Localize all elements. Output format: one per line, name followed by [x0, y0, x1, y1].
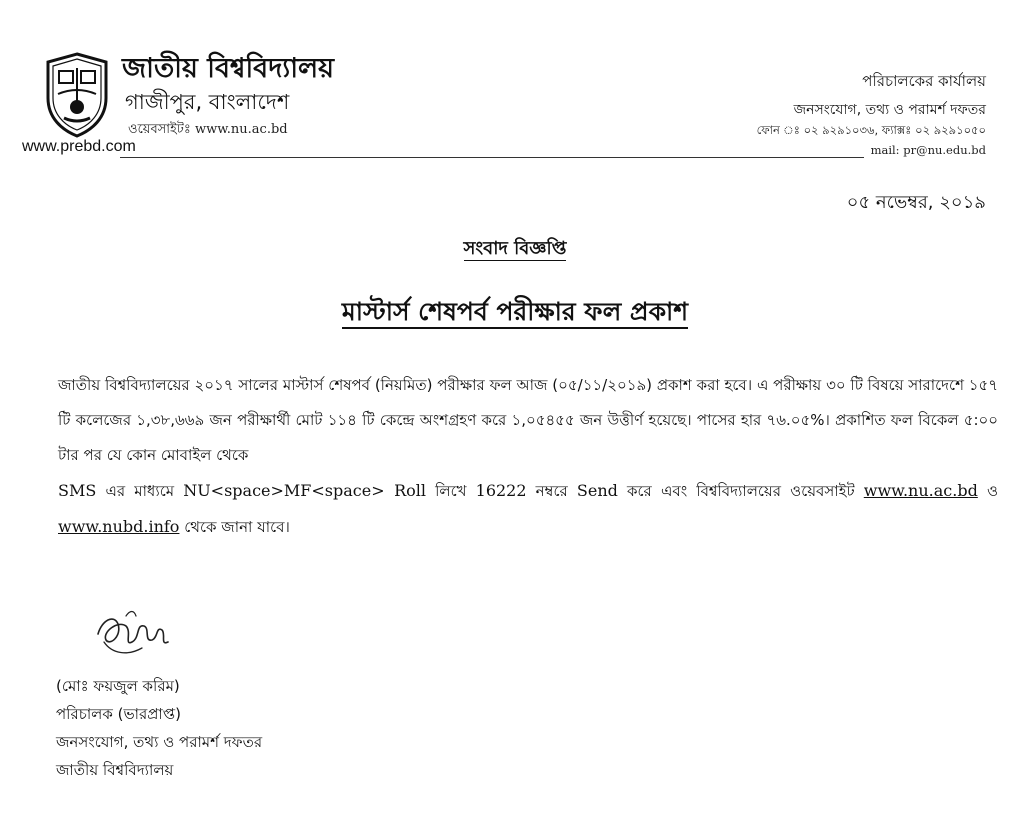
body-text-part5: করে এবং বিশ্ববিদ্যালয়ের ওয়েবসাইট: [617, 482, 864, 500]
website-link-nubd[interactable]: www.nubd.info: [58, 517, 180, 536]
sms-label: SMS: [58, 481, 97, 500]
signatory-name: (মোঃ ফয়জুল করিম): [56, 677, 180, 695]
body-text-part7: থেকে জানা যাবে।: [179, 518, 290, 536]
signatory-institution: জাতীয় বিশ্ববিদ্যালয়: [56, 761, 174, 779]
send-label: Send: [576, 481, 618, 500]
body-text-part4: নম্বরে: [526, 482, 577, 500]
document-date: ০৫ নভেম্বর, ২০১৯: [846, 192, 986, 213]
body-text-part1: জাতীয় বিশ্ববিদ্যালয়ের ২০১৭ সালের মাস্টার্স শেষপর্ব (নিয়মিত) পরীক্ষার ফল আজ (০৫/১১/২০১৯) প্রকাশ করা হবে। এ পরীক্ষায় ৩০ টি বিষয়ে সারাদেশে ১৫৭ টি কলেজের ১,৩৮,৬৬৯ জন পরীক্ষার্থী মোট ১১৪ টি কেন্দ্রে অংশগ্রহণ করে ১,০৫৪৫৫ জন উত্তীর্ণ হয়েছে। পাসের হার ৭৬.০৫%। প্রকাশিত ফল বিকেল ৫:০০ টার পর যে কোন মোবাইল থেকে: [58, 376, 998, 464]
university-name: জাতীয় বিশ্ববিদ্যালয়: [122, 53, 335, 84]
contact-phones: ফোন ঃ ০২ ৯২৯১০৩৬, ফ্যাক্সঃ ০২ ৯২৯১০৫০: [756, 123, 986, 137]
sms-format: NU<space>MF<space> Roll: [183, 481, 426, 500]
watermark-text: www.prebd.com: [22, 138, 136, 155]
signatory-department: জনসংযোগ, তথ্য ও পরামর্শ দফতর: [56, 733, 263, 751]
press-release-title: [0, 234, 1030, 265]
press-release-title-text: সংবাদ বিজ্ঞপ্তি: [463, 238, 567, 259]
university-location: গাজীপুর, বাংলাদেশ: [125, 90, 290, 114]
headline: [0, 292, 1030, 335]
office-department: জনসংযোগ, তথ্য ও পরামর্শ দফতর: [793, 102, 986, 118]
body-text-part6: ও: [977, 482, 999, 500]
header-divider: [120, 157, 864, 158]
signature-icon: [88, 596, 184, 666]
university-website: ওয়েবসাইটঃ www.nu.ac.bd: [128, 122, 288, 137]
body-text-part3: লিখে: [426, 482, 476, 500]
contact-email: mail: pr@nu.edu.bd: [870, 143, 986, 157]
body-paragraph: [58, 368, 998, 545]
signatory-title: পরিচালক (ভারপ্রাপ্ত): [56, 705, 181, 723]
office-name: পরিচালকের কার্যালয়: [862, 72, 986, 90]
body-text-part2: এর মাধ্যমে: [96, 482, 184, 500]
university-logo-icon: [44, 52, 110, 138]
headline-text: মাস্টার্স শেষপর্ব পরীক্ষার ফল প্রকাশ: [342, 297, 688, 329]
website-link-nu[interactable]: www.nu.ac.bd: [863, 481, 978, 500]
sms-number: 16222: [475, 481, 527, 500]
signatory-block: [56, 672, 262, 784]
